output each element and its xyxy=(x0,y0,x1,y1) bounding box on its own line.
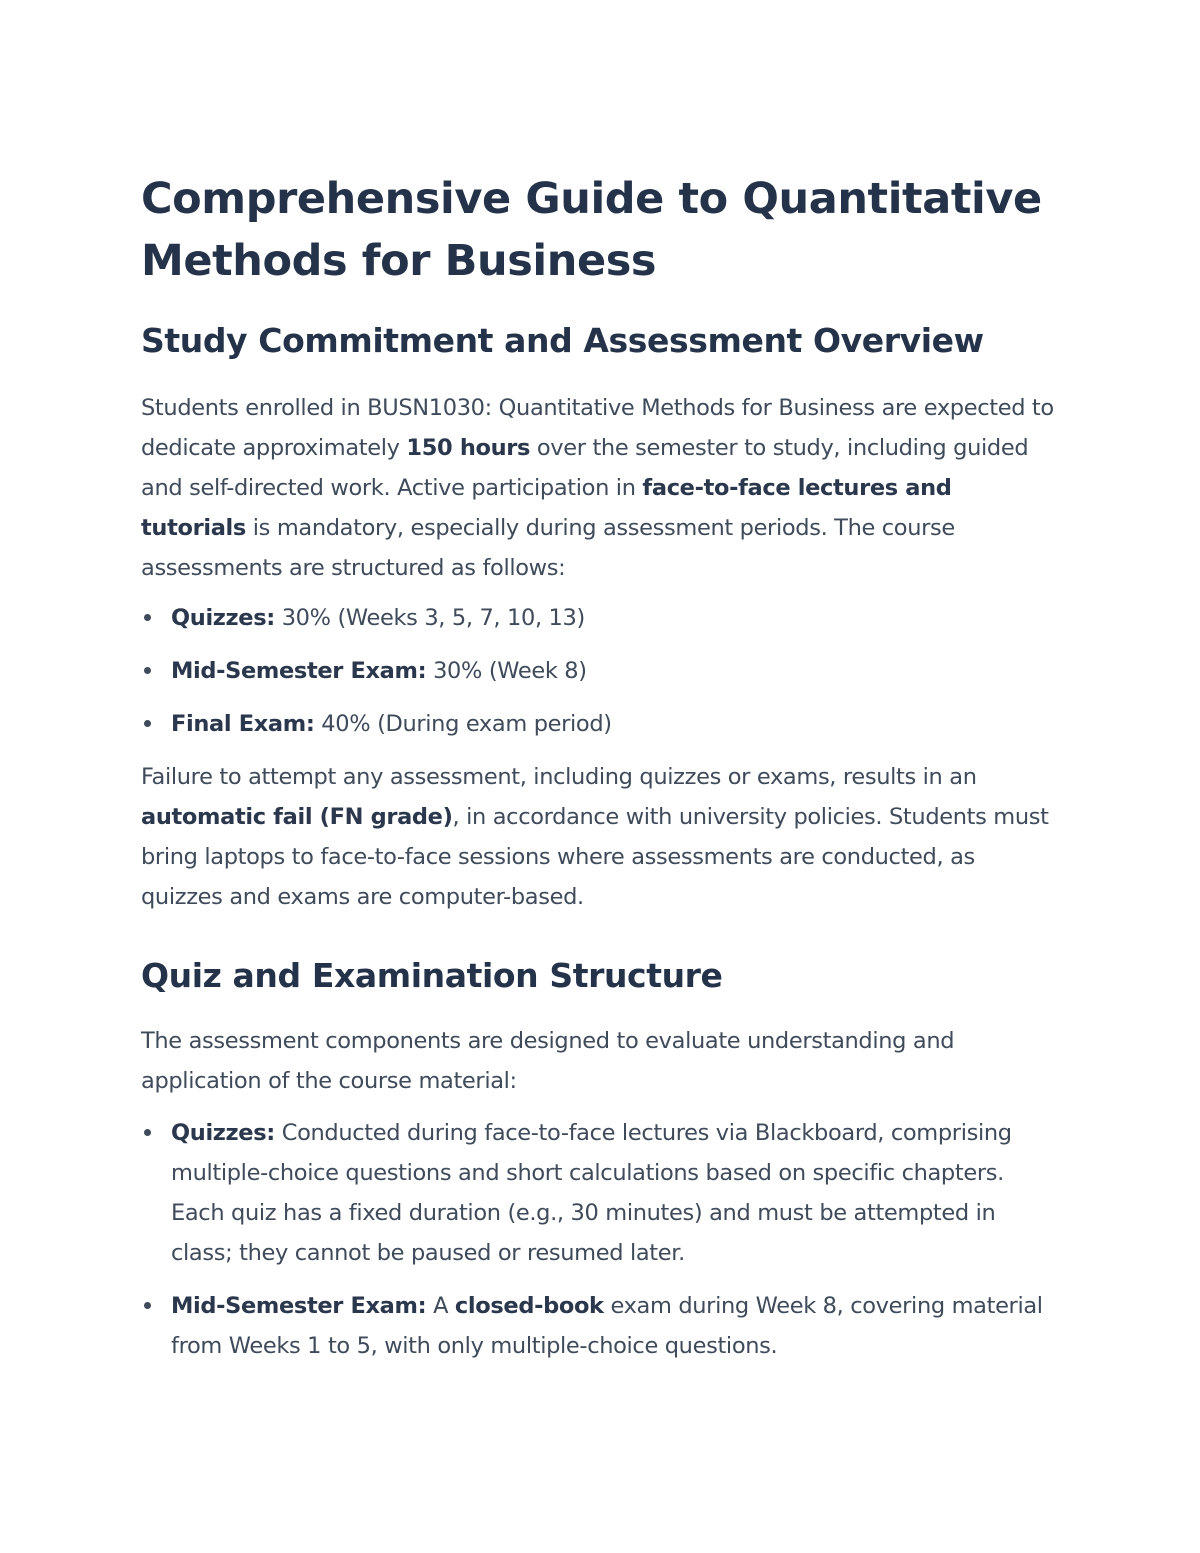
intro-text-3: is mandatory, especially during assessment periods. The course assessments are structured as follows: xyxy=(141,515,955,581)
section-heading-quiz-structure: Quiz and Examination Structure xyxy=(141,956,723,995)
structure-detail-b: exam during Week 8, covering material from Weeks 1 to 5, with only multiple-choice questions. xyxy=(171,1293,1043,1359)
assessment-detail: 40% (During exam period) xyxy=(314,711,612,737)
assessment-detail: 30% (Week 8) xyxy=(426,658,587,684)
bullet-icon xyxy=(144,667,151,674)
assessment-label: Quizzes: xyxy=(171,605,275,631)
intro-bold-hours: 150 hours xyxy=(406,435,531,461)
bullet-icon xyxy=(144,720,151,727)
list-item xyxy=(141,598,1061,638)
intro-text-1: Students enrolled in BUSN1030: Quantitative Methods for Business are expected to dedicate approximately xyxy=(141,395,1054,461)
assessment-weight-list xyxy=(141,598,1061,744)
list-item xyxy=(141,1286,1061,1366)
structure-detail-a: A xyxy=(426,1293,455,1319)
list-item xyxy=(141,651,1061,691)
bullet-icon xyxy=(144,1302,151,1309)
intro-bold-lectures: face-to-face lectures and tutorials xyxy=(141,475,952,541)
structure-bold-closed-book: closed-book xyxy=(454,1293,604,1319)
failure-bold: automatic fail (FN grade) xyxy=(141,804,453,830)
failure-text-1: Failure to attempt any assessment, including quizzes or exams, results in an xyxy=(141,764,977,790)
list-item xyxy=(141,704,1061,744)
assessment-label: Final Exam: xyxy=(171,711,315,737)
bullet-icon xyxy=(144,1129,151,1136)
structure-list xyxy=(141,1113,1061,1366)
list-item xyxy=(141,1113,1061,1273)
bullet-icon xyxy=(144,614,151,621)
section-heading-study-commitment: Study Commitment and Assessment Overview xyxy=(141,321,984,360)
structure-detail: Conducted during face-to-face lectures via Blackboard, comprising multiple-choice questions and short calculations based on specific chapters. Each quiz has a fixed duration (e.g., 30 minutes) and must be attempted in class; they cannot be paused or resumed later. xyxy=(171,1120,1012,1266)
document-page xyxy=(141,168,1061,1379)
document-title: Comprehensive Guide to Quantitative Methods for Business xyxy=(141,174,1042,286)
intro-text-2: over the semester to study, including guided and self-directed work. Active participation in xyxy=(141,435,1029,501)
failure-text-2: , in accordance with university policies. Students must bring laptops to face-to-face sessions where assessments are conducted, as quizzes and exams are computer-based. xyxy=(141,804,1049,910)
structure-intro-paragraph: The assessment components are designed to evaluate understanding and application of the course material: xyxy=(141,1028,955,1094)
failure-policy-paragraph xyxy=(141,757,1061,917)
structure-label: Mid-Semester Exam: xyxy=(171,1293,427,1319)
structure-label: Quizzes: xyxy=(171,1120,275,1146)
study-commitment-paragraph xyxy=(141,388,1061,588)
assessment-detail: 30% (Weeks 3, 5, 7, 10, 13) xyxy=(274,605,585,631)
assessment-label: Mid-Semester Exam: xyxy=(171,658,427,684)
